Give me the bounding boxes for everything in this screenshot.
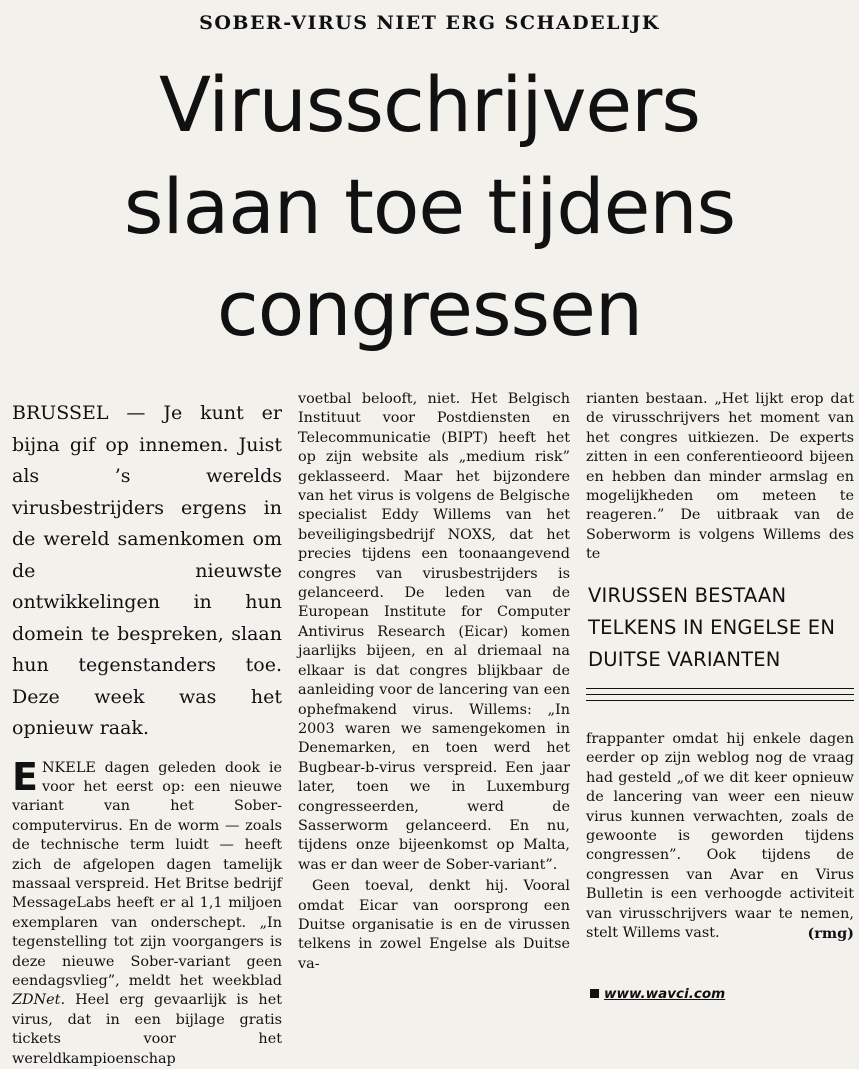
body-paragraph-4: rianten bestaan. „Het lijkt erop dat de virusschrijvers het moment van het congres uitkiezen. De experts zitten in een conferentieoord bijeen en hebben dan minder armslag en mogelijkheden om meteen te reageren.” De uitbraak van de Soberworm is volgens Willems des te [586, 390, 854, 565]
body-paragraph-5 [586, 730, 854, 943]
column-1 [12, 398, 282, 1069]
headline-line-1: Virusschrijvers [0, 54, 859, 156]
pull-quote: VIRUSSEN BESTAAN TELKENS IN ENGELSE EN DUITSE VARIANTEN [588, 580, 856, 676]
body-paragraph-1-text: NKELE dagen geleden dook ie voor het eerst op: een nieuwe variant van het Sober-computervirus. En de worm — zoals de technische term luidt — heeft zich de afgelopen dagen tamelijk massaal verspreid. Het Britse bedrijf MessageLabs heeft er al 1,1 miljoen exemplaren van onderschept. „In tegenstelling tot zijn voorgangers is deze nieuwe Sober-variant geen eendagsvlieg”, meldt het weekblad [12, 760, 282, 989]
headline-line-3: congressen [0, 258, 859, 360]
article-headline [0, 54, 859, 360]
website-link-text[interactable]: www.wavci.com [604, 986, 725, 1002]
lead-paragraph: BRUSSEL — Je kunt er bijna gif op innemen. Juist als ’s werelds virusbestrijders ergens in de wereld samenkomen om de nieuwste ontwikkelingen in hun domein te bespreken, slaan hun tegenstanders toe. Deze week was het opnieuw raak. [12, 398, 282, 745]
body-paragraph-2: voetbal belooft, niet. Het Belgisch Instituut voor Postdiensten en Telecommunicatie (BIPT) heeft het op zijn website als „medium risk” geklasseerd. Maar het bijzondere van het virus is volgens de Belgische specialist Eddy Willems van het beveiligingsbedrijf NOXS, dat het precies tijdens een toonaangevend congres van virusbestrijders is gelanceerd. De leden van de European Institute for Computer Antivirus Research (Eicar) komen jaarlijks bijeen, en al driemaal na elkaar is dat congres blijkbaar de aanleiding voor de lancering van een ophefmakend virus. Willems: „In 2003 waren we samengekomen in Denemarken, en toen werd het Bugbear-b-virus verspreid. Een jaar later, toen we in Luxemburg congresseerden, werd de Sasserworm gelanceerd. En nu, tijdens onze bijeenkomst op Malta, was er dan weer de Sober-variant”. [298, 390, 570, 875]
body-paragraph-5-text: frappanter omdat hij enkele dagen eerder op zijn weblog nog de vraag had gesteld „of we dit keer opnieuw de lancering van weer een nieuw virus kunnen verwachten, zoals de gewoonte is geworden tijdens congressen”. Ook tijdens de congressen van Avar en Virus Bulletin is een verhoogde activiteit van virusschrijvers waar te nemen, stelt Willems vast. [586, 731, 854, 941]
zdnet-reference: ZDNet [12, 992, 60, 1008]
drop-cap: E [12, 761, 38, 793]
body-paragraph-1 [12, 759, 282, 1069]
website-link[interactable] [590, 986, 725, 1002]
column-3-top [586, 390, 854, 565]
article-kicker: SOBER-VIRUS NIET ERG SCHADELIJK [0, 12, 859, 34]
pull-quote-rule [586, 700, 854, 701]
column-2 [298, 390, 570, 974]
body-paragraph-1-tail: . Heel erg gevaarlijk is het virus, dat in een bijlage gratis tickets voor het wereldkampioenschap [12, 992, 282, 1066]
pull-quote-rule [586, 694, 854, 695]
headline-line-2: slaan toe tijdens [0, 156, 859, 258]
pull-quote-rule [586, 688, 854, 689]
author-signature: (rmg) [808, 924, 855, 943]
body-paragraph-3: Geen toeval, denkt hij. Vooral omdat Eicar van oorsprong een Duitse organisatie is en de virussen telkens in zowel Engelse als Duitse va- [298, 877, 570, 974]
column-3-bottom [586, 730, 854, 943]
bullet-square-icon [590, 989, 599, 998]
